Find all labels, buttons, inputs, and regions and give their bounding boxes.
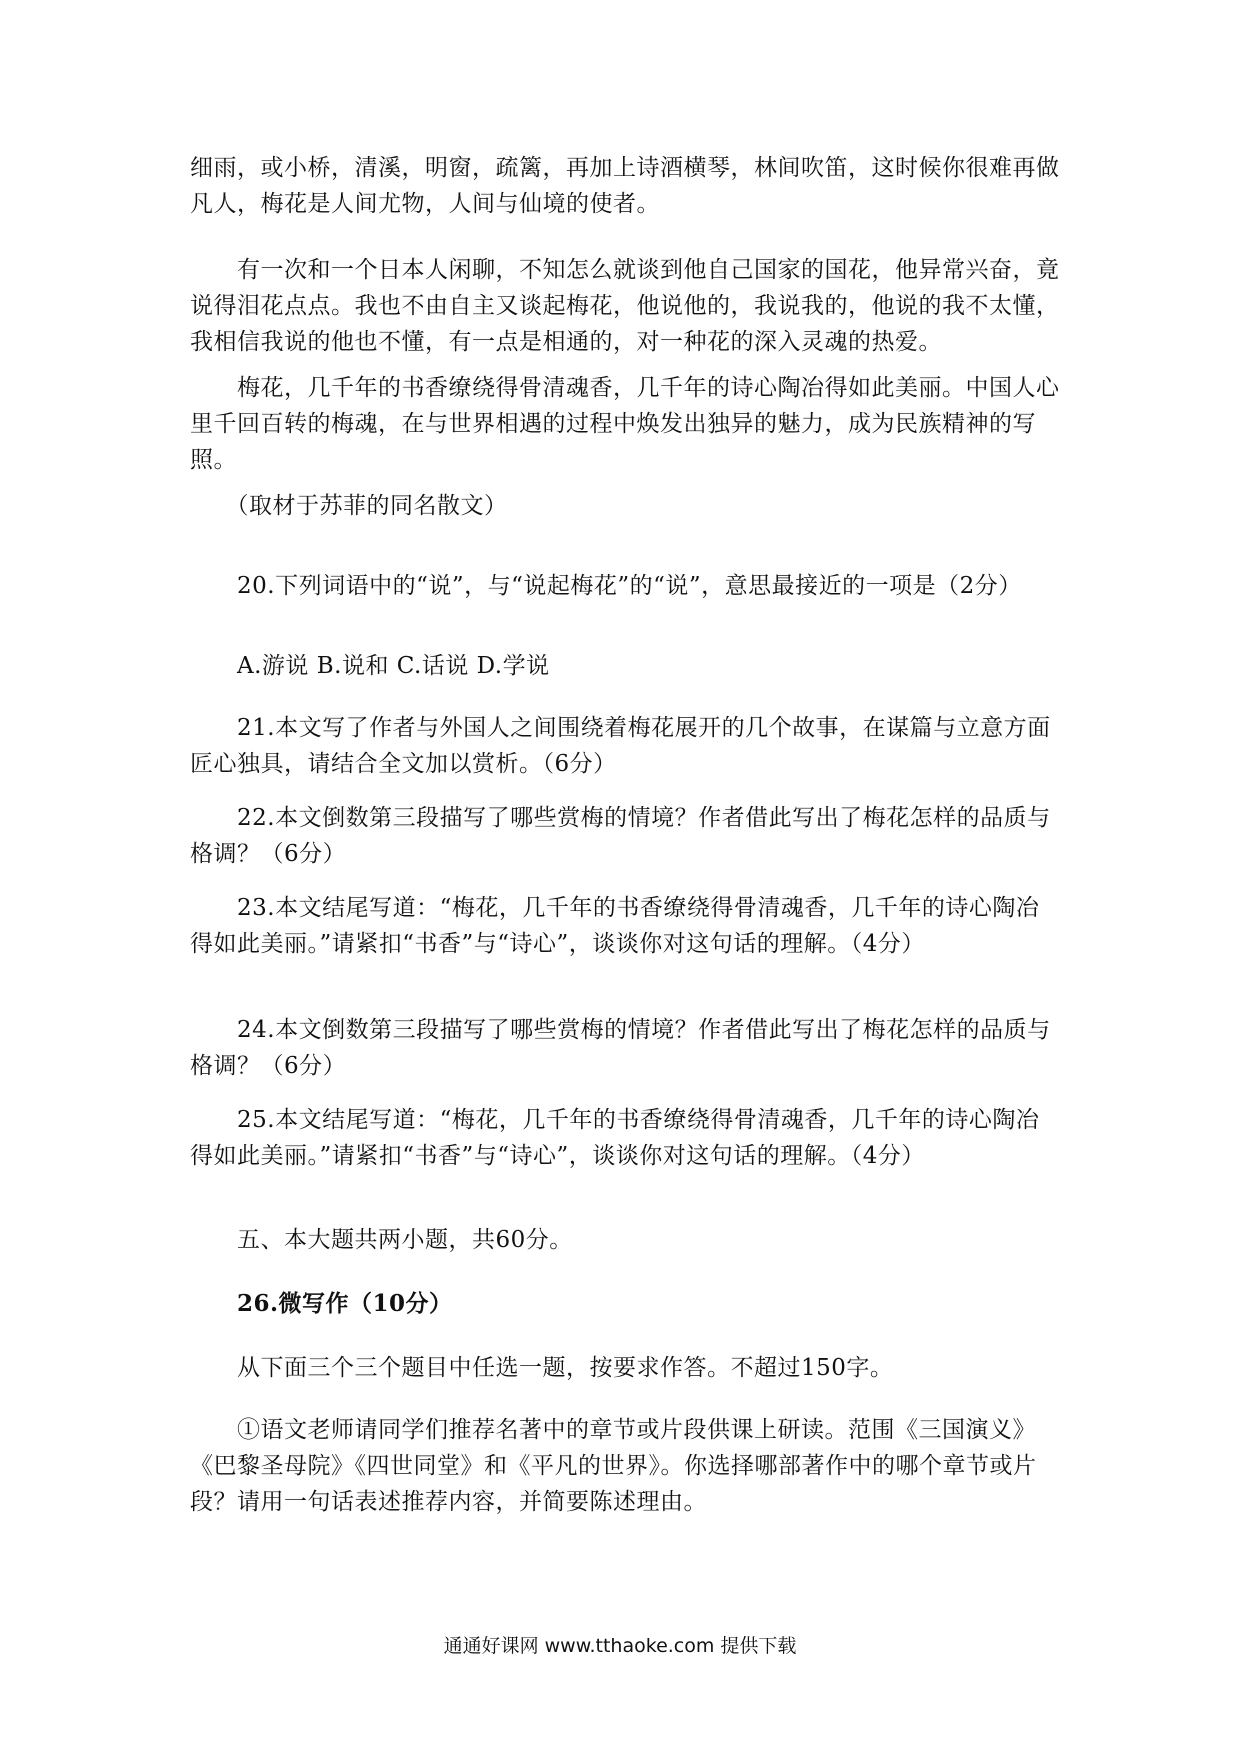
question-20: 20.下列词语中的“说”，与“说起梅花”的“说”，意思最接近的一项是（2分） bbox=[190, 573, 1022, 599]
question-26-option-1: ①语文老师请同学们推荐名著中的章节或片段供课上研读。范围《三国演义》《巴黎圣母院》《四世同堂》和《平凡的世界》。你选择哪部著作中的哪个章节或片段？请用一句话表述推荐内容，并简要陈述理由。 bbox=[190, 1417, 1037, 1515]
footer-source: 通通好课网 www.tthaoke.com 提供下载 bbox=[443, 1635, 797, 1657]
paragraph-japan-story: 有一次和一个日本人闲聊，不知怎么就谈到他自己国家的国花，他异常兴奋，竟说得泪花点点。我也不由自主又谈起梅花，他说他的，我说我的，他说的我不太懂，我相信我说的他也不懂，有一点是相通的，对一种花的深入灵魂的热爱。 bbox=[190, 257, 1060, 355]
question-25: 25.本文结尾写道：“梅花，几千年的书香缭绕得骨清魂香，几千年的诗心陶冶得如此美丽。”请紧扣“书香”与“诗心”，谈谈你对这句话的理解。（4分） bbox=[190, 1107, 1040, 1169]
question-26-instructions: 从下面三个三个题目中任选一题，按要求作答。不超过150字。 bbox=[190, 1355, 894, 1381]
question-22: 22.本文倒数第三段描写了哪些赏梅的情境？作者借此写出了梅花怎样的品质与格调？（6分） bbox=[190, 805, 1051, 867]
paragraph-continuation: 细雨，或小桥，清溪，明窗，疏篱，再加上诗酒横琴，林间吹笛，这时候你很难再做凡人，梅花是人间尤物，人间与仙境的使者。 bbox=[190, 155, 1060, 217]
question-23: 23.本文结尾写道：“梅花，几千年的书香缭绕得骨清魂香，几千年的诗心陶冶得如此美丽。”请紧扣“书香”与“诗心”，谈谈你对这句话的理解。（4分） bbox=[190, 895, 1040, 957]
question-26-title: 26.微写作（10分） bbox=[190, 1290, 453, 1317]
source-note: （取材于苏菲的同名散文） bbox=[190, 493, 508, 519]
paragraph-meihua-conclusion: 梅花，几千年的书香缭绕得骨清魂香，几千年的诗心陶冶得如此美丽。中国人心里千回百转的梅魂，在与世界相遇的过程中焕发出独异的魅力，成为民族精神的写照。 bbox=[190, 375, 1060, 473]
question-20-options: A.游说 B.说和 C.话说 D.学说 bbox=[190, 653, 550, 679]
question-21: 21.本文写了作者与外国人之间围绕着梅花展开的几个故事，在谋篇与立意方面匠心独具，请结合全文加以赏析。（6分） bbox=[190, 715, 1051, 777]
section-five-heading: 五、本大题共两小题，共60分。 bbox=[190, 1227, 573, 1253]
question-24: 24.本文倒数第三段描写了哪些赏梅的情境？作者借此写出了梅花怎样的品质与格调？（6分） bbox=[190, 1017, 1051, 1079]
